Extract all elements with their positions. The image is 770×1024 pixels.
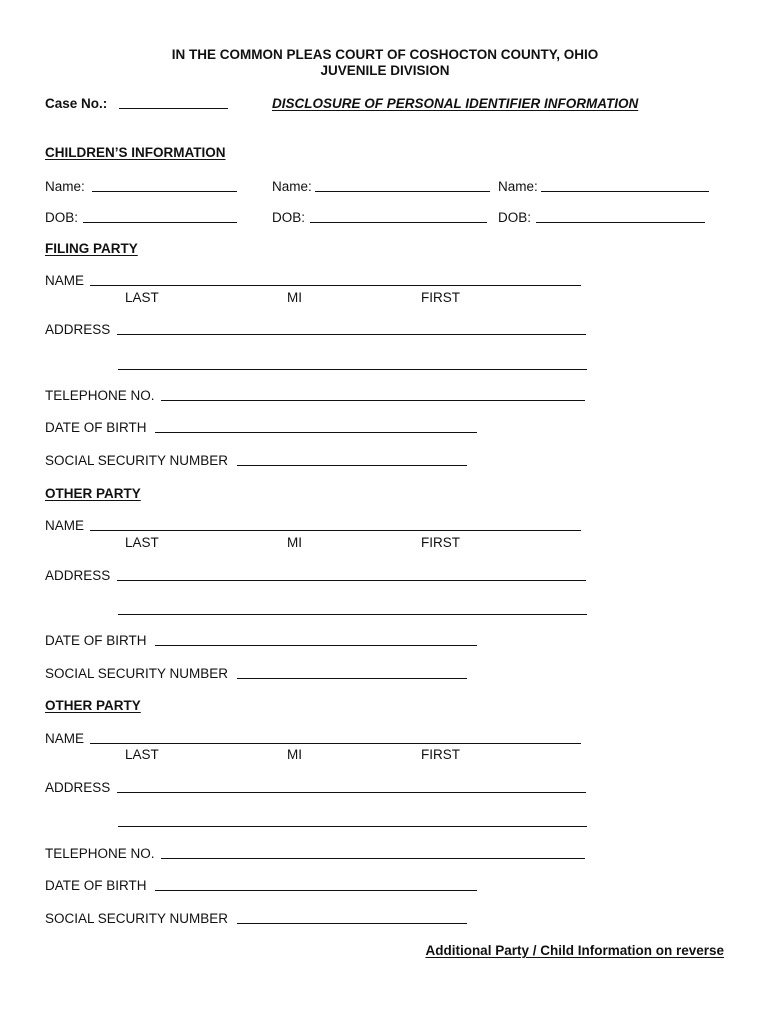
filing-party-address-line-2[interactable] <box>118 369 587 370</box>
other-party-1-heading: OTHER PARTY <box>45 486 141 501</box>
court-title: IN THE COMMON PLEAS COURT OF COSHOCTON COUNTY, OHIO <box>171 47 599 62</box>
division-title: JUVENILE DIVISION <box>320 63 450 78</box>
filing-party-mi-caption: MI <box>287 290 302 305</box>
other-party-1-first-caption: FIRST <box>421 535 460 550</box>
other-party-2-first-caption: FIRST <box>421 747 460 762</box>
children-heading: CHILDREN’S INFORMATION <box>45 145 226 160</box>
other-party-2-ssn-label: SOCIAL SECURITY NUMBER <box>45 911 229 926</box>
other-party-2-name-field[interactable] <box>90 743 581 744</box>
other-party-1-address-label: ADDRESS <box>45 568 111 583</box>
case-no-label: Case No.: <box>45 96 108 111</box>
child-1-name-field[interactable] <box>92 191 237 192</box>
other-party-1-ssn-field[interactable] <box>237 678 467 679</box>
other-party-2-dob-label: DATE OF BIRTH <box>45 878 147 893</box>
other-party-1-name-field[interactable] <box>90 530 581 531</box>
child-2-name-label: Name: <box>272 179 312 194</box>
filing-party-ssn-field[interactable] <box>237 465 467 466</box>
child-1-dob-label: DOB: <box>45 210 79 225</box>
other-party-1-last-caption: LAST <box>125 535 159 550</box>
other-party-2-dob-field[interactable] <box>155 890 477 891</box>
other-party-1-dob-field[interactable] <box>155 645 477 646</box>
reverse-note: Additional Party / Child Information on reverse <box>425 943 724 958</box>
other-party-2-heading: OTHER PARTY <box>45 698 141 713</box>
child-3-dob-field[interactable] <box>536 222 705 223</box>
filing-party-dob-label: DATE OF BIRTH <box>45 420 147 435</box>
other-party-1-mi-caption: MI <box>287 535 302 550</box>
filing-party-telephone-label: TELEPHONE NO. <box>45 388 155 403</box>
child-2-dob-field[interactable] <box>310 222 487 223</box>
child-3-name-field[interactable] <box>541 191 709 192</box>
other-party-1-dob-label: DATE OF BIRTH <box>45 633 147 648</box>
other-party-2-address-field[interactable] <box>117 792 586 793</box>
child-1-name-label: Name: <box>45 179 85 194</box>
child-3-dob-label: DOB: <box>498 210 532 225</box>
other-party-1-address-field[interactable] <box>117 580 586 581</box>
filing-party-telephone-field[interactable] <box>161 400 585 401</box>
child-1-dob-field[interactable] <box>83 222 237 223</box>
filing-party-ssn-label: SOCIAL SECURITY NUMBER <box>45 453 229 468</box>
case-no-field[interactable] <box>119 108 228 109</box>
filing-party-name-label: NAME <box>45 273 85 288</box>
other-party-2-last-caption: LAST <box>125 747 159 762</box>
other-party-2-address-line-2[interactable] <box>118 826 587 827</box>
filing-party-last-caption: LAST <box>125 290 159 305</box>
other-party-1-name-label: NAME <box>45 518 85 533</box>
child-3-name-label: Name: <box>498 179 538 194</box>
filing-party-heading: FILING PARTY <box>45 241 138 256</box>
other-party-1-ssn-label: SOCIAL SECURITY NUMBER <box>45 666 229 681</box>
other-party-2-telephone-field[interactable] <box>161 858 585 859</box>
other-party-2-address-label: ADDRESS <box>45 780 111 795</box>
filing-party-first-caption: FIRST <box>421 290 460 305</box>
child-2-name-field[interactable] <box>315 191 490 192</box>
child-2-dob-label: DOB: <box>272 210 306 225</box>
filing-party-name-field[interactable] <box>90 285 581 286</box>
other-party-2-telephone-label: TELEPHONE NO. <box>45 846 155 861</box>
other-party-2-mi-caption: MI <box>287 747 302 762</box>
other-party-2-ssn-field[interactable] <box>237 923 467 924</box>
form-title: DISCLOSURE OF PERSONAL IDENTIFIER INFORMATION <box>272 96 639 111</box>
other-party-1-address-line-2[interactable] <box>118 614 587 615</box>
other-party-2-name-label: NAME <box>45 731 85 746</box>
filing-party-address-field[interactable] <box>117 334 586 335</box>
filing-party-dob-field[interactable] <box>155 432 477 433</box>
filing-party-address-label: ADDRESS <box>45 322 111 337</box>
